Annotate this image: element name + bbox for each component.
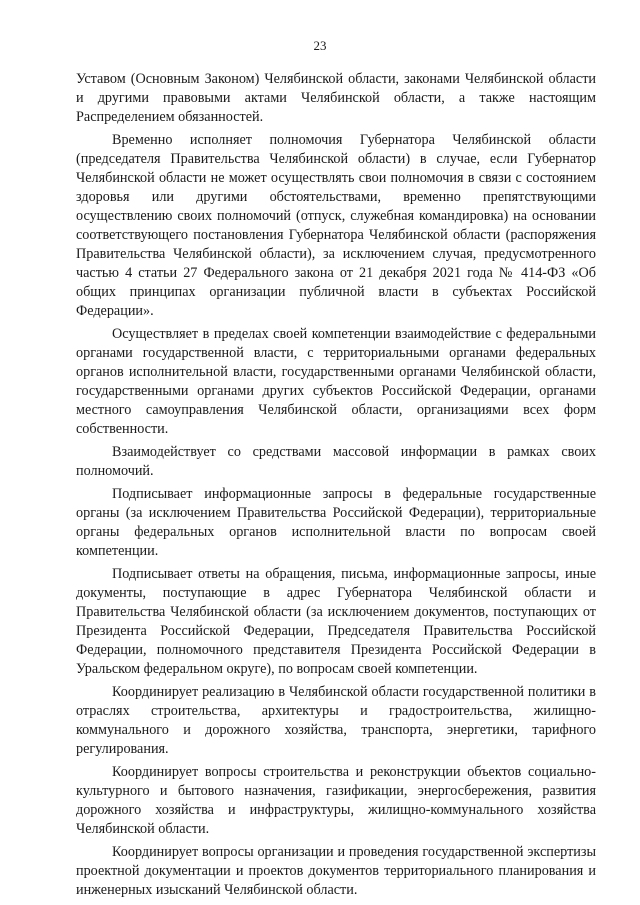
- page-number: 23: [313, 38, 327, 53]
- paragraph-interaction-authorities: Осуществляет в пределах своей компетенции взаимодействие с федеральными органами государственной власти, с территориальными органами федеральных органов исполнительной власти, государственными органами Челябинской области, государственными органами других субъектов Российской Федерации, органами местного самоуправления Челябинской области, организациями всех форм собственности.: [76, 326, 596, 437]
- paragraph-coordinates-expertise: Координирует вопросы организации и проведения государственной экспертизы проектной документации и проектов документов территориального планирования и инженерных изысканий Челябинской области.: [76, 844, 596, 898]
- paragraph-coordinates-policy: Координирует реализацию в Челябинской области государственной политики в отраслях строительства, архитектуры и градостроительства, жилищно-коммунального и дорожного хозяйства, транспорта, энергетики, тарифного регулирования.: [76, 684, 596, 757]
- paragraph-signs-requests: Подписывает информационные запросы в федеральные государственные органы (за исключением Правительства Российской Федерации), территориальные органы федеральных органов исполнительной власти по вопросам своей компетенции.: [76, 486, 596, 559]
- paragraph-acting-governor: Временно исполняет полномочия Губернатора Челябинской области (председателя Правительства Челябинской области) в случае, если Губернатор Челябинской области не может осуществлять свои полномочия в связи с состоянием здоровья или другими обстоятельствами, временно препятствующими осуществлению своих полномочий (отпуск, служебная командировка) на основании соответствующего постановления Губернатора Челябинской области (распоряжения Правительства Челябинской области), за исключением случая, предусмотренного частью 4 статьи 27 Федерального закона от 21 декабря 2021 года № 414-ФЗ «Об общих принципах организации публичной власти в субъектах Российской Федерации».: [76, 132, 596, 319]
- paragraph-continuation: Уставом (Основным Законом) Челябинской области, законами Челябинской области и другими правовыми актами Челябинской области, а также настоящим Распределением обязанностей.: [76, 71, 596, 125]
- paragraph-coordinates-construction: Координирует вопросы строительства и реконструкции объектов социально-культурного и бытового назначения, газификации, энергосбережения, развития дорожного хозяйства и инфраструктуры, жилищно-коммунального хозяйства Челябинской области.: [76, 764, 596, 837]
- document-body: [76, 70, 596, 904]
- paragraph-media-interaction: Взаимодействует со средствами массовой информации в рамках своих полномочий.: [76, 444, 596, 479]
- paragraph-signs-answers: Подписывает ответы на обращения, письма, информационные запросы, иные документы, поступающие в адрес Губернатора Челябинской области и Правительства Челябинской области (за исключением документов, поступающих от Президента Российской Федерации, Председателя Правительства Российской Федерации, полномочного представителя Президента Российской Федерации в Уральском федеральном округе), по вопросам своей компетенции.: [76, 566, 596, 677]
